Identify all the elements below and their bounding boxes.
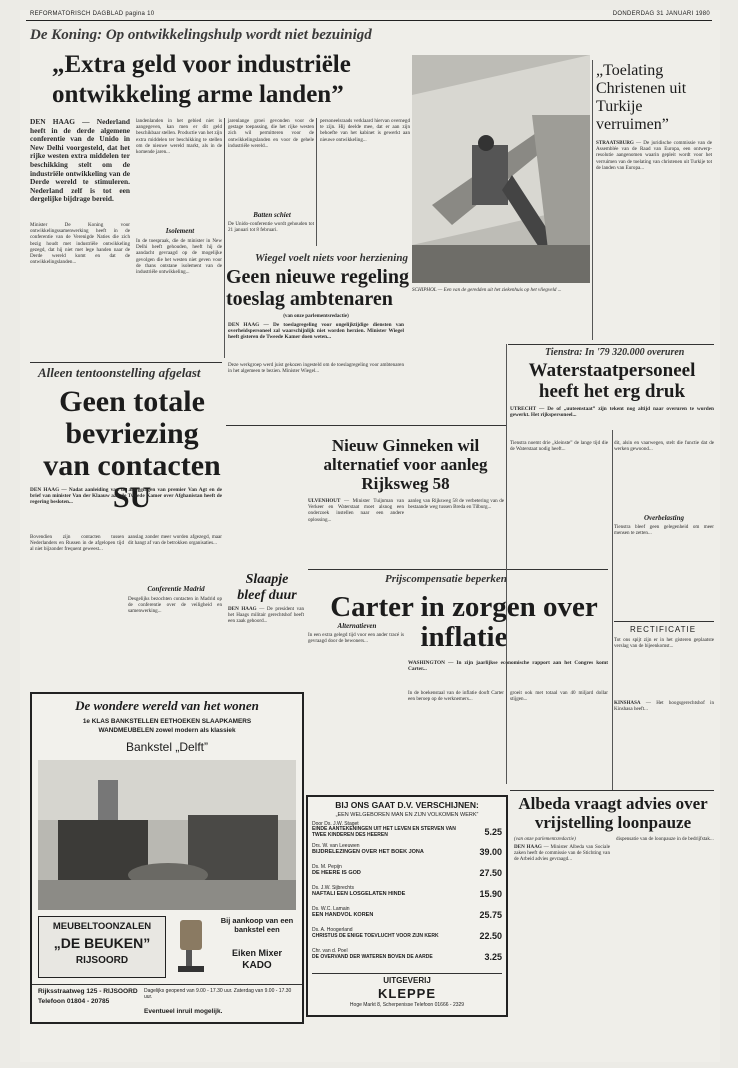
ginneken-body-col1: ULVENHOUT — Minister Tuijnman van Verkeer en Waterstaat moet alsnog een onderzoek instellen naar een andere oplossing...	[308, 498, 404, 523]
kado-box	[218, 916, 296, 976]
paper-name: REFORMATORISCH DAGBLAD pagina 10	[30, 11, 155, 17]
book-title: DE OVERVAND DER WATEREN BOVEN DE AARDE	[312, 954, 433, 960]
book-price: 3.25	[484, 952, 502, 962]
col-rule-1	[224, 118, 225, 358]
shop-hours: Dagelijks geopend van 9.00 - 17.30 uur. Zaterdag van 9.00 - 17.30 uur.	[144, 988, 292, 1000]
header-rule	[26, 20, 712, 21]
issue-date: DONDERDAG 31 JANUARI 1980	[612, 11, 710, 17]
books-ad-rule	[312, 973, 502, 974]
book-row	[312, 906, 502, 925]
kinshasa-body: KINSHASA — Het hoogsgerechtshof in Kinshasa heeft...	[614, 700, 714, 713]
contacten-kicker: Alleen tentoonstelling afgelast	[38, 365, 201, 380]
carter-body-col1: In de boekenstaal van de inflatie dooft Carter een beroep op de werknemers...	[408, 690, 504, 703]
kinshasa-dateline: KINSHASA	[614, 700, 641, 706]
albeda-dateline: DEN HAAG	[514, 844, 542, 850]
kado-text: KADO	[242, 960, 272, 971]
lead-headline: „Extra geld voor industriële ontwikkeling arme landen”	[52, 51, 351, 108]
waterstaat-body-col2b: Tienstra bleef geen gelegenheid om meer mensen te zetten...	[614, 524, 714, 537]
col-rule-4	[506, 344, 507, 784]
carter-body-col2: groeit ook met totaal van 40 miljard dollar stijgen...	[510, 690, 608, 703]
furniture-ad	[30, 692, 304, 1024]
slapje-headline: Slaapje bleef duur	[237, 572, 297, 603]
waterstaat-headline: Waterstaatpersoneel heeft het erg druk	[528, 360, 696, 402]
books-ad-title: BIJ ONS GAAT D.V. VERSCHIJNEN:	[335, 800, 479, 810]
book-author: Drs. W. van Leeuwen	[312, 843, 360, 849]
carter-kicker: Prijscompensatie beperken	[385, 573, 507, 585]
lead-body-col1: Minister De Koning voor ontwikkelingssamenwerking heeft in de conferentie van de Verenigde Naties die zich bezig houdt met industriële ontwikkeling gezegd, dat hij niet met lege handen naar de Derde wereld komt en dat de ontwikkelingslanden...	[30, 222, 130, 266]
rule-contacten	[30, 362, 222, 363]
books-ad-subtitle: „EEN WELGEBOREN MAN EN ZIJN VOLKOMEN WERK”	[335, 812, 479, 818]
book-author: Ds. W.C. Lamain	[312, 906, 350, 912]
photo-caption: SCHIPHOL — Een van de geredden uit het ziekenhuis op het vliegveld ...	[412, 287, 562, 293]
book-row	[312, 821, 502, 840]
book-title: DE HEERE IS GOD	[312, 870, 361, 876]
contacten-body-col2b: Desgelijks bezochten contacten in Madrid op de conferentie over de veiligheid en samenwerking...	[128, 596, 222, 615]
book-title: NAFTALI EEN LOSGELATEN HINDE	[312, 891, 406, 897]
ginneken-body-col2: aanleg van Rijksweg 58 de verbetering van de bestaande weg tussen Breda en Tilburg...	[408, 498, 504, 511]
waterstaat-kicker: Tienstra: In '79 320.000 overuren	[545, 347, 685, 358]
turkey-dateline: STRAATSBURG	[596, 140, 634, 146]
rule-rectificatie	[614, 621, 714, 622]
shop-line2: „DE BEUKEN”	[53, 935, 151, 951]
rule-carter	[308, 569, 608, 570]
book-price: 5.25	[484, 827, 502, 837]
waterstaat-dateline: UTRECHT	[510, 406, 537, 412]
ad-subtitle: 1e KLAS BANKSTELLEN EETHOEKEN SLAAPKAMERS	[82, 718, 252, 725]
lead-body-col2b: In de toespraak, die de minister in New Delhi heeft gehouden, heeft hij de aandacht gevraagd op de mogelijke gevolgen die het westen niet geven voor de thans ontstane isolement van de industriële ontwikkeling...	[136, 238, 222, 276]
waterstaat-body-col2: dit, alsin en vaarwegen, stelt die functie dat de werken gewoond...	[614, 440, 714, 453]
book-row	[312, 885, 502, 904]
publisher-name: KLEPPE	[377, 986, 436, 1001]
subhead-overbelasting: Overbelasting	[643, 514, 685, 522]
slapje-dateline: DEN HAAG	[228, 606, 257, 612]
ginneken-body-col1b: In een extra gelegd tijd voor een ander tracé is gevraagd door de bewoners...	[308, 632, 404, 645]
book-price: 39.00	[479, 847, 502, 857]
contacten-lead: DEN HAAG — Nadat aanleiding van de afzeggingen van premier Van Agt en de brief van minister Van der Klaauw aan de Tweede Kamer over Afghanistan heeft de regering besloten...	[30, 487, 222, 506]
col-rule-3	[592, 60, 593, 340]
turkey-body: STRAATSBURG — De juridische commissie van de Assemblée van de Raad van Europa, een ontwerp-resolutie aangenomen waarin gepleit wordt voor het verruimen van de toelating van christenen uit Turkije tot de landen van Europa...	[596, 140, 712, 171]
mixer-text: Eiken Mixer	[231, 948, 283, 958]
book-title: BIJDRELEZINGEN OVER HET BOEK JONA	[312, 849, 424, 855]
lead-body-col4: personeelsraads verklaard hiervan overnegd te zijn. Hij deelde mee, dat er aan zijn behoefte van het kabinet is gewerkt aan nieuwe ontwikkeling...	[320, 118, 410, 143]
col-rule-5	[612, 430, 613, 790]
book-row	[312, 927, 502, 946]
carter-lead: WASHINGTON — In zijn jaarlijkse economische rapport aan het Congres komt Carter...	[408, 660, 608, 673]
ad-title: De wondere wereld van het wonen	[75, 698, 259, 713]
contacten-body-col1: Bovendien zijn contacten tussen Nederlanders en Russen in de afgelopen tijd al niet bijzonder frequent geweest...	[30, 534, 124, 553]
book-title: CHRISTUS DE ENIGE TOEVLUCHT VOOR ZIJN KERK	[312, 933, 439, 939]
contacten-body-col2: aanslag zonder meer worden afgezegd, maar dit hangt af van de betrokken organisaties...	[128, 534, 222, 547]
shop-line3: RIJSOORD	[75, 955, 129, 966]
subhead-isolement: Isolement	[165, 227, 195, 235]
ad-rule	[32, 984, 302, 985]
ad-bankstel: Bankstel „Delft”	[125, 740, 209, 754]
book-row	[312, 843, 502, 862]
book-row	[312, 948, 502, 967]
subhead-alternatieven: Alternatieven	[337, 622, 377, 630]
carter-headline: Carter in zorgen over inflatie	[330, 591, 598, 653]
subhead-madrid: Conferentie Madrid	[147, 585, 205, 593]
furniture-photo	[38, 760, 296, 910]
albeda-body-col1: DEN HAAG — Minister Albeda van Sociale zaken heeft de commissie van de Stichting van de Arbeid advies gevraagd...	[514, 844, 610, 863]
lead-body-col3b: De Unido-conferentie wordt gehouden tot 21 januari tot 8 februari.	[228, 221, 314, 234]
book-list	[312, 821, 502, 971]
book-author: Door Ds. J.W. Staget	[312, 821, 359, 827]
ambtenaren-body: Deze werkgroep werd juist gekozen ingesteld om de toeslagregeling voor ambtenaren in het algemeen te bezien. Minister Wiegel...	[228, 362, 404, 375]
rectificatie-title: RECTIFICATIE	[630, 625, 697, 634]
turkey-headline: „Toelating Christenen uit Turkije verruimen”	[596, 62, 687, 133]
mixer-drawing	[172, 916, 214, 976]
carter-dateline: WASHINGTON	[408, 660, 445, 666]
albeda-body-col2: dispensatie van de loonpauze in de bedrijfstak...	[616, 836, 714, 842]
book-price: 25.75	[479, 910, 502, 920]
book-author: Ds. M. Pepijn	[312, 864, 342, 870]
lead-body-col2: landenlanden in het gebied niet is aangegeven, kan men er dit geld beschikbaar stellen. Productie van het zijn extra middelen ter beschikking te stellen om de nieuwe wereld markt, als in de komende jaren...	[136, 118, 222, 156]
rectificatie-body: Tot ons spijt zijn er in het gisteren geplaatste verslag van de bijeenkomst...	[614, 637, 714, 650]
waterstaat-lead: UTRECHT — De of „uuteenstaat” zijn tekent nog altijd naar overuren te worden gewerkt. Het rijkspersoneel...	[510, 406, 714, 419]
albeda-headline: Albeda vraagt advies over vrijstelling loonpauze	[518, 794, 708, 832]
ambtenaren-headline: Geen nieuwe regeling toeslag ambtenaren	[226, 266, 409, 310]
book-author: Chr. van d. Poel	[312, 948, 348, 954]
lead-kicker: De Koning: Op ontwikkelingshulp wordt niet bezuinigd	[30, 27, 372, 43]
shop-line1: MEUBELTOONZALEN	[52, 921, 152, 932]
publisher-address: Hoge Markt 8, Scherpenisse Telefoon 01666 - 2329	[349, 1002, 465, 1008]
rule-ginneken	[226, 425, 506, 426]
book-title: EINDE AANTEKENINGEN UIT HET LEVEN EN STERVEN VAN TWEE KINDEREN DES HEEREN	[312, 826, 456, 838]
bij-aankoop: Bij aankoop van een bankstel een	[220, 916, 294, 934]
book-title: EEN HANDVOL KOREN	[312, 912, 374, 918]
airport-photo	[412, 55, 590, 283]
books-ad	[306, 795, 508, 1017]
subhead-batten: Batten schiet	[253, 211, 291, 219]
ambtenaren-lead: DEN HAAG — De toeslagregeling voor ongelijktijdige diensten van overheidspersoneel zal waarschijnlijk niet worden herzien. Minister Wiegel heeft gisteren de Tweede Kamer doen weten...	[228, 322, 404, 341]
rule-waterstaat	[508, 344, 714, 345]
mixer-icon	[172, 916, 214, 976]
book-price: 27.50	[479, 868, 502, 878]
ad-subtitle2: WANDMEUBELEN zowel modern als klassiek	[98, 727, 236, 734]
shop-phone: Telefoon 01804 - 20785	[38, 998, 110, 1005]
ginneken-dateline: ULVENHOUT	[308, 498, 341, 504]
albeda-byline: (van onze parlementsredactie)	[514, 836, 576, 842]
furniture-drawing	[38, 760, 296, 910]
col-rule-2	[316, 118, 317, 246]
rule-albeda	[510, 790, 714, 791]
shop-address: Rijksstraatweg 125 - RIJSOORD	[38, 988, 138, 995]
book-row	[312, 864, 502, 883]
book-price: 15.90	[479, 889, 502, 899]
contacten-headline: Geen totale bevriezing van contacten SU	[43, 385, 221, 514]
publisher-label: UITGEVERIJ	[383, 976, 431, 985]
shop-name-box	[38, 916, 166, 978]
book-price: 22.50	[479, 931, 502, 941]
book-author: Ds. A. Hoogerland	[312, 927, 353, 933]
waterstaat-body-col1: Tienstra noemt drie „kleinste” de lange tijd die de Waterstaat nodig heeft...	[510, 440, 608, 453]
ambtenaren-byline: (van onze parlementsredactie)	[283, 313, 349, 319]
airport-photo-drawing	[412, 55, 590, 283]
slapje-body: DEN HAAG — De president van het Haags militair gerechtshof heeft een zaak gehoord...	[228, 606, 305, 625]
lead-intro: DEN HAAG — Nederland heeft in de derde algemene conferentie van de Unido in New Delhi voorgesteld, dat het rijke westen extra middelen ter beschikking stelt om de industriële ontwikkeling van de Derde wereld te stimuleren. Nederland zelf is tot een dergelijke bijdrage bereid.	[30, 117, 130, 204]
ambtenaren-kicker: Wiegel voelt niets voor herziening	[255, 252, 408, 264]
book-author: Ds. J.W. Sijbrechts	[312, 885, 354, 891]
ginneken-headline: Nieuw Ginneken wil alternatief voor aanleg Rijksweg 58	[323, 436, 488, 493]
ad-footer: Eventueel inruil mogelijk.	[144, 1008, 223, 1015]
lead-body-col3: jarenlange groei gevonden voor de gestage toepassing, die het rijke westen zich wil permitteren voor de ontwikkelingslanden en voor de gehele industriële wereld...	[228, 118, 314, 149]
